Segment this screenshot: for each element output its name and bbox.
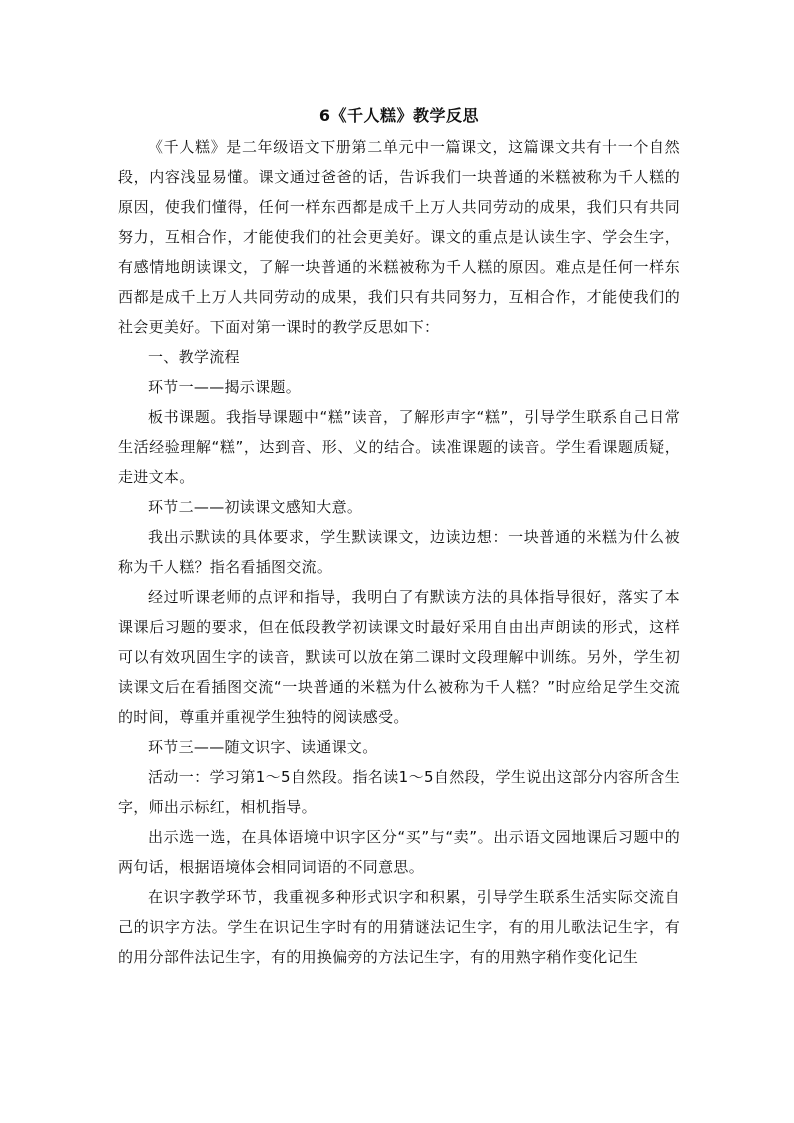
paragraph-step-two-detail: 我出示默读的具体要求，学生默读课文，边读边想：一块普通的米糕为什么被称为千人糕？指名看插图交流。 xyxy=(118,528,680,576)
paragraph-step-two: 环节二——初读课文感知大意。 xyxy=(148,498,363,516)
paragraph-intro: 《千人糕》是二年级语文下册第二单元中一篇课文，这篇课文共有十一个自然段，内容浅显易懂。课文通过爸爸的话，告诉我们一块普通的米糕被称为千人糕的原因，使我们懂得，任何一样东西都是成千上万人共同劳动的成果，我们只有共同努力，互相合作，才能使我们的社会更美好。课文的重点是认读生字、学会生字，有感情地朗读课文，了解一块普通的米糕被称为千人糕的原因。难点是任何一样东西都是成千上万人共同劳动的成果，我们只有共同努力，互相合作，才能使我们的社会更美好。下面对第一课时的教学反思如下： xyxy=(118,138,680,336)
paragraph-section-heading: 一、教学流程 xyxy=(148,348,240,366)
paragraph-step-two-reflection: 经过听课老师的点评和指导，我明白了有默读方法的具体指导很好，落实了本课课后习题的要求，但在低段教学初读课文时最好采用自由出声朗读的形式，这样可以有效巩固生字的读音，默读可以放在第二课时文段理解中训练。另外，学生初读课文后在看插图交流“一块普通的米糕为什么被称为千人糕？”时应给足学生交流的时间，尊重并重视学生独特的阅读感受。 xyxy=(118,588,680,726)
paragraph-step-one-detail: 板书课题。我指导课题中“糕”读音，了解形声字“糕”，引导学生联系自己日常生活经验理解“糕”，达到音、形、义的结合。读准课题的读音。学生看课题质疑，走进文本。 xyxy=(118,408,680,486)
paragraph-step-one: 环节一——揭示课题。 xyxy=(148,378,302,396)
paragraph-activity-one: 活动一：学习第1～5自然段。指名读1～5自然段，学生说出这部分内容所含生字，师出示标红，相机指导。 xyxy=(118,768,680,816)
document-title: 6《千人糕》教学反思 xyxy=(318,106,480,125)
paragraph-step-three: 环节三——随文识字、读通课文。 xyxy=(148,738,378,756)
document-page xyxy=(118,100,680,972)
paragraph-activity-one-detail: 出示选一选，在具体语境中识字区分“买”与“卖”。出示语文园地课后习题中的两句话，根据语境体会相同词语的不同意思。 xyxy=(118,828,680,876)
paragraph-literacy-reflection: 在识字教学环节，我重视多种形式识字和积累，引导学生联系生活实际交流自己的识字方法。学生在识记生字时有的用猜谜法记生字，有的用儿歌法记生字，有的用分部件法记生字，有的用换偏旁的方法记生字，有的用熟字稍作变化记生 xyxy=(118,888,680,966)
